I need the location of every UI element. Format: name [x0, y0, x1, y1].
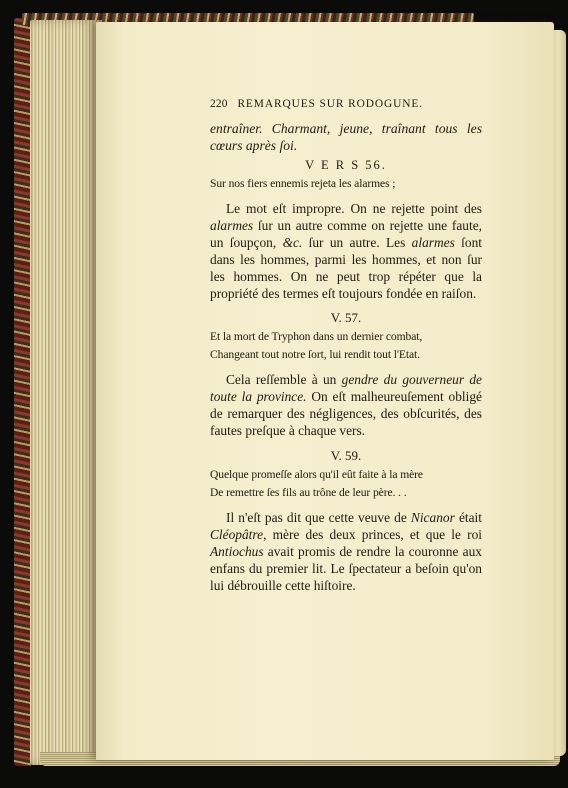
verse-line: Changeant tout notre ſort, lui rendit tout l'Etat.: [210, 348, 420, 362]
verse-line: Et la mort de Tryphon dans un dernier combat,: [210, 330, 423, 344]
verse-heading-57: V. 57.: [330, 310, 362, 326]
text-run: était: [454, 510, 482, 526]
verse-line: De remettre ſes fils au trône de leur père. . .: [210, 486, 407, 500]
commentary-paragraph: [210, 372, 482, 440]
text-run: , mère des deux princes, et que le roi: [263, 526, 482, 542]
italic-run: &c.: [282, 234, 303, 250]
italic-run: Cléopâtre: [210, 526, 264, 542]
verse-line: Quelque promeſſe alors qu'il eût faite à la mère: [210, 468, 423, 482]
text-run: Le mot eſt impropre. On ne rejette point des: [226, 201, 482, 216]
verse-heading-56: V E R S 56.: [305, 158, 387, 172]
running-header: [210, 95, 482, 113]
commentary-paragraph: [210, 510, 482, 595]
text-run: Cela reſſemble à un: [226, 372, 342, 388]
text-run: avait promis de rendre la couronne aux enfans du premier lit. Le ſpectateur a beſoin qu'on lui débrouille cette hiſtoire.: [210, 543, 482, 593]
italic-run: Antiochus: [210, 543, 264, 559]
verse-line: Sur nos fiers ennemis rejeta les alarmes ;: [210, 177, 396, 190]
italic-run: alarmes: [210, 217, 254, 233]
text-run: ſont dans les hommes, parmi les hommes, et non ſur les hommes. On ne peut trop répéter que la propriété des termes eſt toujours fondée en raiſon.: [210, 234, 482, 301]
page-text: [210, 95, 482, 595]
italic-run: gendre du gouverneur de toute la province.: [210, 372, 482, 405]
italic-run: Nicanor: [410, 510, 455, 526]
commentary-paragraph: [210, 201, 482, 302]
running-title: REMARQUES SUR RODOGUNE.: [237, 98, 424, 110]
text-run: ſur un autre comme on rejette une faute, un ſoupçon,: [210, 217, 482, 250]
page-edges: [30, 20, 102, 765]
verse-heading-59: V. 59.: [330, 448, 362, 464]
page-number: 220: [210, 98, 228, 110]
text-run: Il n'eſt pas dit que cette veuve de: [226, 510, 411, 526]
italic-run: alarmes: [411, 234, 455, 250]
text-run: On eſt malheureuſement obligé de remarquer des négligences, des obſcurités, des fautes preſque à chaque vers.: [210, 389, 483, 439]
text-run: ſur un autre. Les: [302, 234, 412, 250]
continuation-text: entraîner. Charmant, jeune, traînant tous les cœurs après ſoi.: [210, 121, 482, 153]
